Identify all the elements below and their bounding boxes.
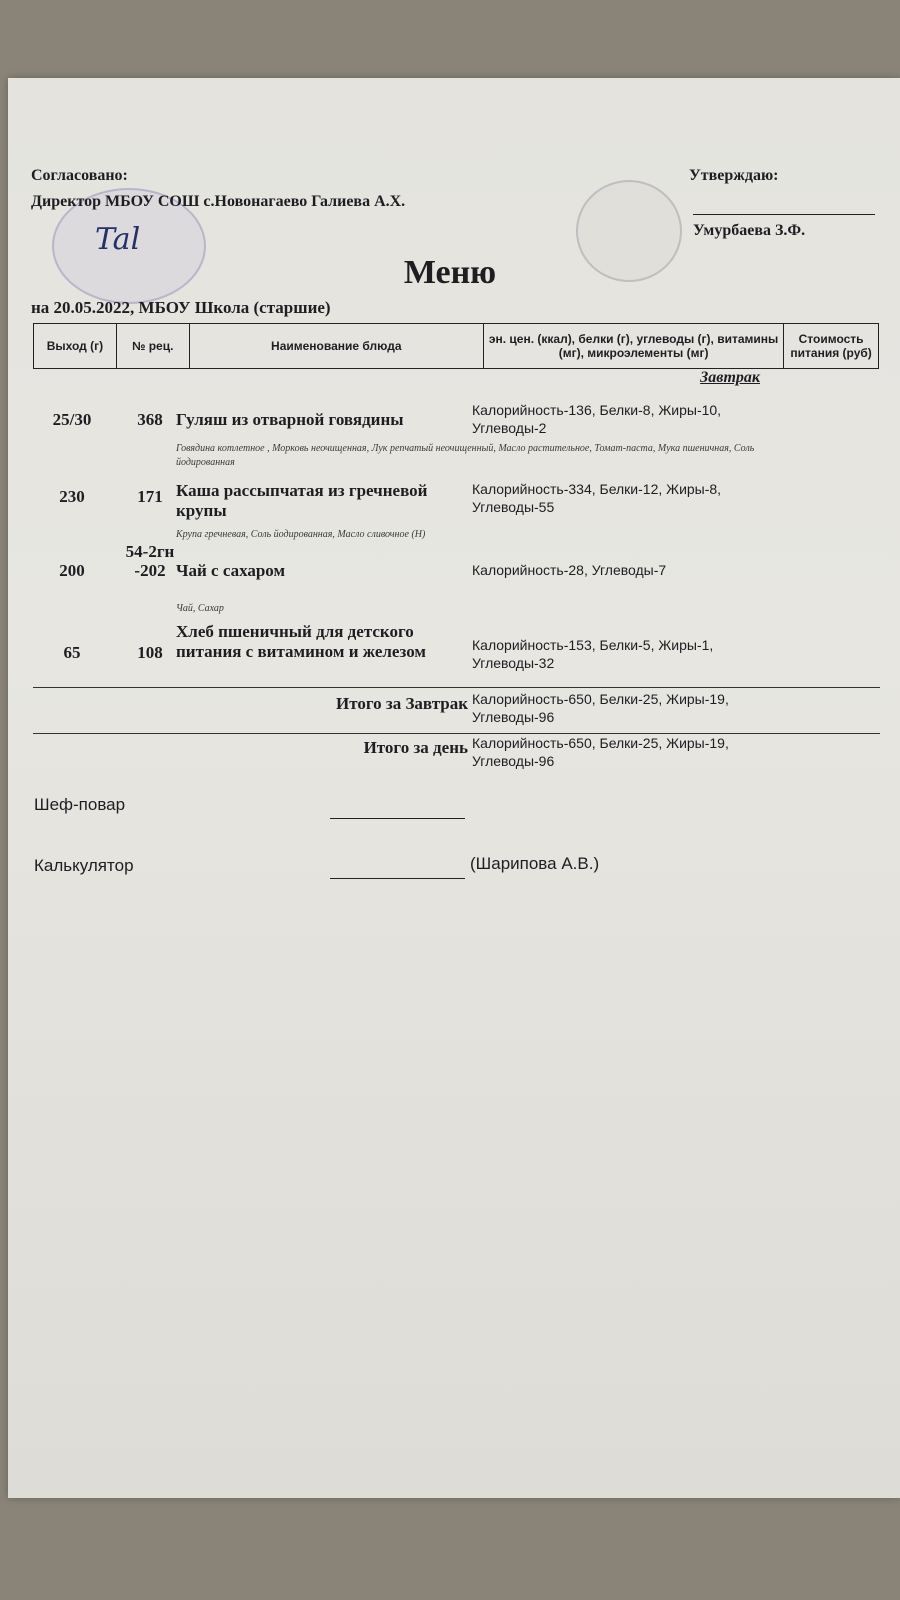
total-breakfast-value: Калорийность-650, Белки-25, Жиры-19, Углеводы-96 xyxy=(472,691,729,725)
dish-name: Каша рассыпчатая из гречневой крупы xyxy=(176,481,428,520)
approver-name: Умурбаева З.Ф. xyxy=(693,222,806,239)
total-day-label: Итого за день xyxy=(363,738,468,757)
dish-recipe: 171 xyxy=(137,487,163,506)
dish-output: 230 xyxy=(59,487,85,506)
dish-ingredients: Крупа гречневая, Соль йодированная, Масло сливочное (Н) xyxy=(176,529,426,540)
dish-output: 25/30 xyxy=(52,410,92,429)
dish-name: Гуляш из отварной говядины xyxy=(176,410,404,429)
header-dish-name: Наименование блюда xyxy=(190,324,484,368)
dish-name: Хлеб пшеничный для детского питания с витамином и железом xyxy=(176,622,426,661)
table-header xyxy=(33,323,879,369)
director-line: Директор МБОУ СОШ с.Новонагаево Галиева А.Х. xyxy=(31,193,406,210)
header-cost: Стоимость питания (руб) xyxy=(790,332,872,360)
chef-label: Шеф-повар xyxy=(34,795,126,814)
header-output: Выход (г) xyxy=(34,324,117,368)
dish-recipe: 108 xyxy=(137,643,163,662)
dish-nutrition: Калорийность-136, Белки-8, Жиры-10, Углеводы-2 xyxy=(472,402,722,436)
row-divider xyxy=(33,687,880,688)
meal-section-title: Завтрак xyxy=(700,369,760,386)
dish-output: 200 xyxy=(59,561,85,580)
dish-output: 65 xyxy=(63,643,81,662)
total-breakfast-label: Итого за Завтрак xyxy=(335,694,468,713)
menu-subtitle: на 20.05.2022, МБОУ Школа (старшие) xyxy=(31,298,331,317)
header-recipe: № рец. xyxy=(117,324,190,368)
calculator-signature-line xyxy=(330,878,465,879)
total-day-value: Калорийность-650, Белки-25, Жиры-19, Углеводы-96 xyxy=(472,735,729,769)
dish-nutrition: Калорийность-153, Белки-5, Жиры-1, Углеводы-32 xyxy=(472,637,714,671)
header-nutrition: эн. цен. (ккал), белки (г), углеводы (г), витамины (мг), микроэлементы (мг) xyxy=(484,324,784,368)
page-title: Меню xyxy=(403,254,497,291)
dish-nutrition: Калорийность-334, Белки-12, Жиры-8, Углеводы-55 xyxy=(472,481,722,515)
dish-name: Чай с сахаром xyxy=(176,561,286,580)
signature: Tal xyxy=(95,222,141,257)
dish-recipe: 54-2гн-202 xyxy=(125,542,175,580)
dish-nutrition: Калорийность-28, Углеводы-7 xyxy=(472,562,667,578)
dish-recipe: 368 xyxy=(137,410,163,429)
dish-ingredients: Чай, Сахар xyxy=(176,603,224,614)
dish-ingredients: Говядина котлетное , Морковь неочищенная, Лук репчатый неочищенный, Масло растительное, Томат-паста, Мука пшеничная, Соль йодированная xyxy=(176,443,755,468)
agreed-label: Согласовано: xyxy=(31,167,128,184)
calculator-name: (Шарипова А.В.) xyxy=(470,854,600,873)
chef-signature-line xyxy=(330,818,465,819)
approve-signature-line xyxy=(693,214,875,215)
approve-label: Утверждаю: xyxy=(689,167,779,184)
calculator-label: Калькулятор xyxy=(34,856,134,875)
